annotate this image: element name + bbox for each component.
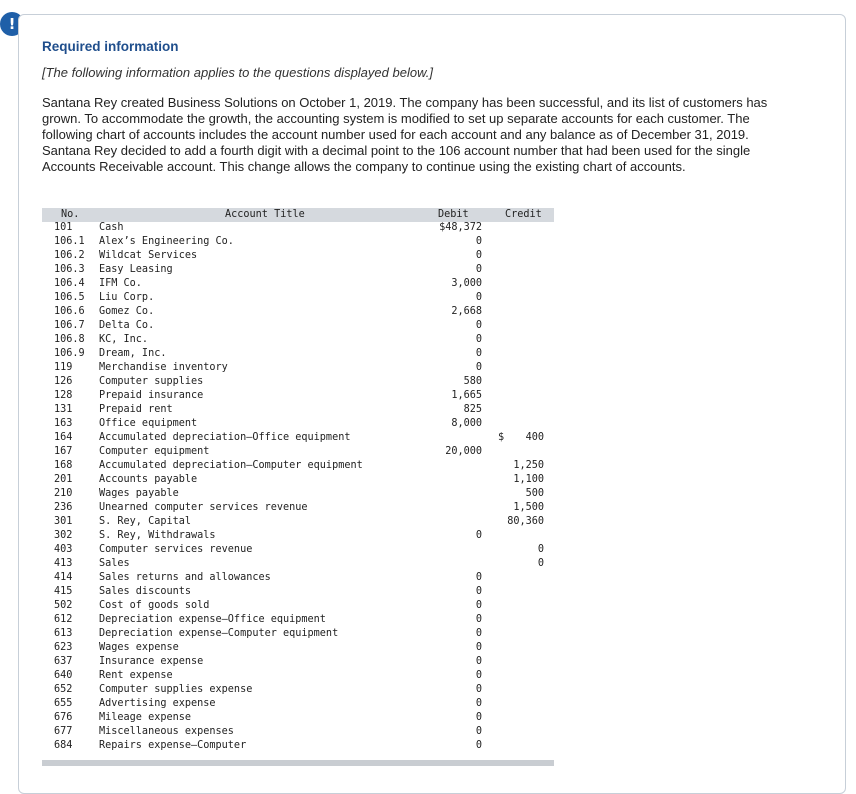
table-row	[42, 712, 554, 726]
credit-value: 400	[525, 432, 544, 443]
table-header	[42, 208, 554, 222]
debit-value: 0	[475, 334, 482, 345]
account-number: 126	[54, 376, 73, 387]
account-number: 106.4	[54, 278, 85, 289]
debit-value: 0	[475, 530, 482, 541]
account-title: Accumulated depreciation—Office equipment	[99, 432, 351, 443]
account-number: 106.7	[54, 320, 85, 331]
header-account-title: Account Title	[225, 209, 305, 220]
debit-value: 825	[463, 404, 482, 415]
account-number: 613	[54, 628, 73, 639]
debit-value: 0	[475, 236, 482, 247]
table-row	[42, 264, 554, 278]
table-row	[42, 628, 554, 642]
account-number: 167	[54, 446, 73, 457]
account-title: Sales returns and allowances	[99, 572, 271, 583]
table-row	[42, 376, 554, 390]
account-number: 677	[54, 726, 73, 737]
account-number: 131	[54, 404, 73, 415]
table-row	[42, 558, 554, 572]
account-number: 106.1	[54, 236, 85, 247]
debit-value: 0	[475, 740, 482, 751]
debit-value: 0	[475, 250, 482, 261]
credit-value: 0	[537, 544, 544, 555]
account-title: Merchandise inventory	[99, 362, 228, 373]
account-number: 301	[54, 516, 73, 527]
debit-value: 0	[475, 726, 482, 737]
account-number: 684	[54, 740, 73, 751]
account-title: Sales	[99, 558, 130, 569]
table-row	[42, 278, 554, 292]
table-row	[42, 362, 554, 376]
account-number: 201	[54, 474, 73, 485]
credit-value: 1,500	[513, 502, 544, 513]
account-number: 612	[54, 614, 73, 625]
header-debit: Debit	[438, 209, 469, 220]
table-row	[42, 740, 554, 754]
table-row	[42, 222, 554, 236]
debit-value: 0	[475, 712, 482, 723]
table-body	[42, 222, 554, 754]
credit-value: 500	[525, 488, 544, 499]
table-row	[42, 530, 554, 544]
account-title: Liu Corp.	[99, 292, 155, 303]
account-number: 101	[54, 222, 73, 233]
applies-note: [The following information applies to the questions displayed below.]	[42, 65, 433, 80]
account-number: 637	[54, 656, 73, 667]
account-number: 106.3	[54, 264, 85, 275]
credit-value: 1,100	[513, 474, 544, 485]
table-row	[42, 698, 554, 712]
account-number: 302	[54, 530, 73, 541]
account-number: 415	[54, 586, 73, 597]
account-title: Computer equipment	[99, 446, 210, 457]
account-title: Prepaid rent	[99, 404, 173, 415]
account-number: 236	[54, 502, 73, 513]
table-row	[42, 656, 554, 670]
account-title: Delta Co.	[99, 320, 155, 331]
table-row	[42, 446, 554, 460]
account-title: Easy Leasing	[99, 264, 173, 275]
account-title: Prepaid insurance	[99, 390, 204, 401]
table-row	[42, 572, 554, 586]
account-title: Repairs expense—Computer	[99, 740, 247, 751]
debit-value: 0	[475, 586, 482, 597]
credit-value: 1,250	[513, 460, 544, 471]
account-title: Accumulated depreciation—Computer equipment	[99, 460, 363, 471]
account-title: Dream, Inc.	[99, 348, 167, 359]
account-number: 676	[54, 712, 73, 723]
table-row	[42, 334, 554, 348]
table-row	[42, 292, 554, 306]
debit-value: 0	[475, 264, 482, 275]
debit-value: 0	[475, 362, 482, 373]
chart-of-accounts-table	[42, 208, 554, 766]
account-number: 210	[54, 488, 73, 499]
credit-value: 0	[537, 558, 544, 569]
account-number: 106.5	[54, 292, 85, 303]
account-title: Computer supplies	[99, 376, 204, 387]
table-row	[42, 390, 554, 404]
account-title: Advertising expense	[99, 698, 216, 709]
account-title: Wildcat Services	[99, 250, 198, 261]
table-row	[42, 586, 554, 600]
table-row	[42, 670, 554, 684]
debit-value: 0	[475, 292, 482, 303]
account-title: Wages payable	[99, 488, 179, 499]
debit-value: 2,668	[451, 306, 482, 317]
account-number: 640	[54, 670, 73, 681]
account-number: 623	[54, 642, 73, 653]
debit-value: $48,372	[439, 222, 482, 233]
debit-value: 0	[475, 684, 482, 695]
account-title: Insurance expense	[99, 656, 204, 667]
account-title: Miscellaneous expenses	[99, 726, 234, 737]
table-row	[42, 488, 554, 502]
debit-value: 0	[475, 600, 482, 611]
table-row	[42, 320, 554, 334]
account-number: 106.2	[54, 250, 85, 261]
table-row	[42, 432, 554, 446]
table-row	[42, 516, 554, 530]
account-number: 502	[54, 600, 73, 611]
account-title: Office equipment	[99, 418, 198, 429]
account-title: Wages expense	[99, 642, 179, 653]
table-row	[42, 460, 554, 474]
account-title: Rent expense	[99, 670, 173, 681]
account-title: Depreciation expense—Office equipment	[99, 614, 326, 625]
table-row	[42, 348, 554, 362]
table-row	[42, 684, 554, 698]
account-title: KC, Inc.	[99, 334, 149, 345]
account-number: 106.9	[54, 348, 85, 359]
table-row	[42, 642, 554, 656]
table-row	[42, 236, 554, 250]
table-row	[42, 250, 554, 264]
account-title: Gomez Co.	[99, 306, 155, 317]
account-title: Cash	[99, 222, 124, 233]
debit-value: 1,665	[451, 390, 482, 401]
table-row	[42, 726, 554, 740]
debit-value: 8,000	[451, 418, 482, 429]
account-number: 128	[54, 390, 73, 401]
intro-paragraph: Santana Rey created Business Solutions on October 1, 2019. The company has been successful, and its list of customers has grown. To accommodate the growth, the accounting system is modified to set up separate accounts for each customer. The following chart of accounts includes the account number used for each account and any balance as of December 31, 2019. Santana Rey decided to add a fourth digit with a decimal point to the 106 account number that had been used for the single Accounts Receivable account. This change allows the company to continue using the existing chart of accounts.	[42, 95, 768, 174]
debit-value: 3,000	[451, 278, 482, 289]
table-row	[42, 404, 554, 418]
account-number: 163	[54, 418, 73, 429]
header-credit: Credit	[505, 209, 542, 220]
account-number: 119	[54, 362, 73, 373]
account-title: Computer supplies expense	[99, 684, 253, 695]
account-number: 655	[54, 698, 73, 709]
account-title: Accounts payable	[99, 474, 198, 485]
debit-value: 0	[475, 572, 482, 583]
debit-value: 0	[475, 642, 482, 653]
account-title: Computer services revenue	[99, 544, 253, 555]
account-title: IFM Co.	[99, 278, 142, 289]
account-title: Cost of goods sold	[99, 600, 210, 611]
debit-value: 0	[475, 628, 482, 639]
table-row	[42, 502, 554, 516]
table-row	[42, 474, 554, 488]
account-number: 652	[54, 684, 73, 695]
account-title: Unearned computer services revenue	[99, 502, 308, 513]
account-number: 106.8	[54, 334, 85, 345]
table-row	[42, 600, 554, 614]
debit-value: 0	[475, 670, 482, 681]
table-row	[42, 544, 554, 558]
credit-value: 80,360	[507, 516, 544, 527]
debit-value: 20,000	[445, 446, 482, 457]
account-title: S. Rey, Capital	[99, 516, 192, 527]
debit-value: 0	[475, 656, 482, 667]
account-title: S. Rey, Withdrawals	[99, 530, 216, 541]
account-number: 414	[54, 572, 73, 583]
header-no: No.	[61, 209, 80, 220]
debit-value: 0	[475, 698, 482, 709]
debit-value: 0	[475, 614, 482, 625]
debit-value: 580	[463, 376, 482, 387]
table-row	[42, 418, 554, 432]
account-number: 106.6	[54, 306, 85, 317]
debit-value: 0	[475, 320, 482, 331]
table-footer-bar	[42, 760, 554, 766]
credit-currency-symbol: $	[498, 432, 505, 443]
account-title: Mileage expense	[99, 712, 192, 723]
account-title: Alex’s Engineering Co.	[99, 236, 234, 247]
account-number: 403	[54, 544, 73, 555]
alert-icon: !	[0, 12, 24, 36]
table-row	[42, 614, 554, 628]
account-title: Depreciation expense—Computer equipment	[99, 628, 339, 639]
account-number: 168	[54, 460, 73, 471]
debit-value: 0	[475, 348, 482, 359]
account-number: 413	[54, 558, 73, 569]
table-row	[42, 306, 554, 320]
account-title: Sales discounts	[99, 586, 192, 597]
account-number: 164	[54, 432, 73, 443]
required-info-title: Required information	[42, 39, 179, 54]
